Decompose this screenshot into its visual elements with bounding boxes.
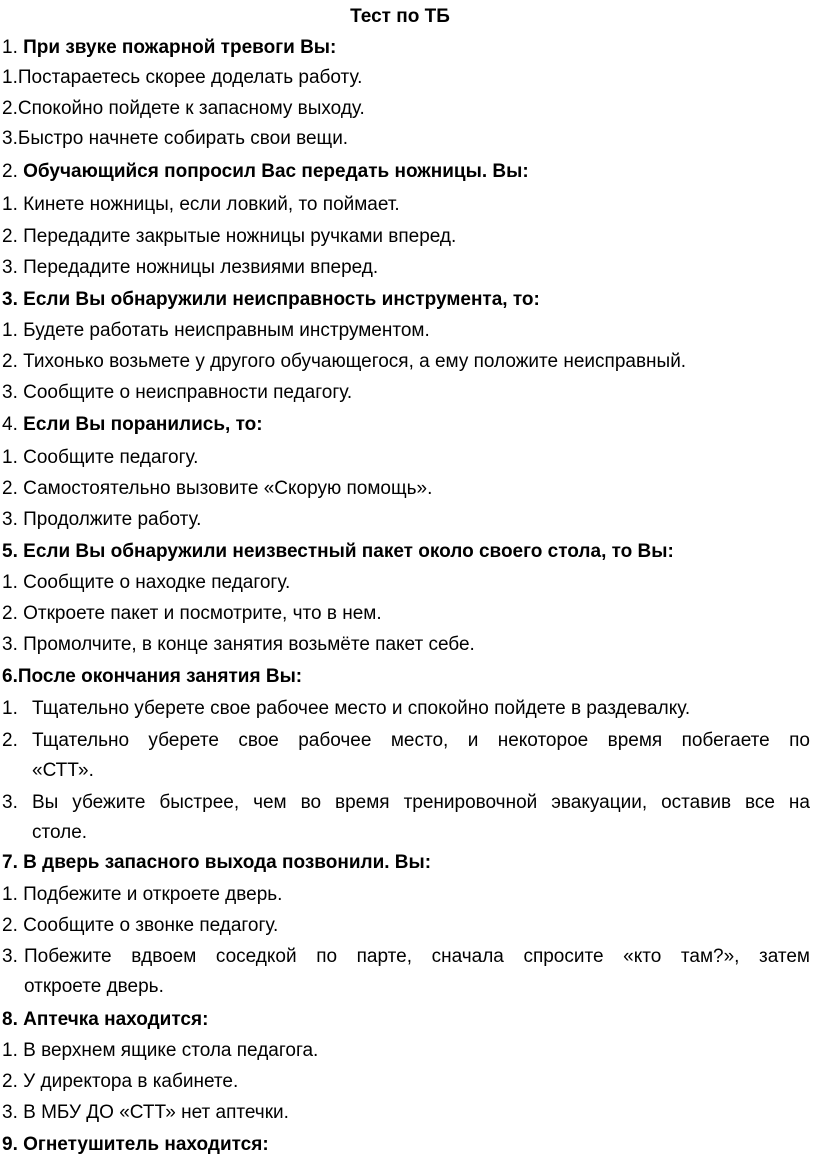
question-number: 8. bbox=[2, 1009, 18, 1030]
question-6 bbox=[2, 662, 812, 692]
question-number: 5. bbox=[2, 541, 18, 562]
question-text: Если Вы обнаружили неисправность инструмента, то: bbox=[23, 289, 540, 310]
question-text: Если Вы обнаружили неизвестный пакет около своего стола, то Вы: bbox=[23, 541, 674, 562]
answer-option: 2. Сообщите о звонке педагогу. bbox=[2, 915, 279, 936]
question-text: Огнетушитель находится: bbox=[23, 1134, 269, 1155]
question-1 bbox=[2, 33, 812, 63]
question-number: 2. bbox=[2, 161, 18, 182]
answer-option: 1. Сообщите педагогу. bbox=[2, 447, 199, 468]
question-7 bbox=[2, 848, 812, 878]
question-5 bbox=[2, 537, 812, 567]
answer-option: 3. Сообщите о неисправности педагогу. bbox=[2, 382, 353, 403]
answer-option: 3. В МБУ ДО «СТТ» нет аптечки. bbox=[2, 1102, 289, 1123]
question-number: 4. bbox=[2, 414, 18, 435]
question-text: Обучающийся попросил Вас передать ножницы. Вы: bbox=[23, 161, 529, 182]
question-9 bbox=[2, 1130, 812, 1160]
answer-option: 3. Промолчите, в конце занятия возьмёте пакет себе. bbox=[2, 634, 475, 655]
answer-option: 3. Вы убежите быстрее, чем во время тренировочной эвакуации, оставив все на столе. bbox=[2, 792, 810, 843]
answer-option: 3. Передадите ножницы лезвиями вперед. bbox=[2, 257, 379, 278]
answer-option: 2. У директора в кабинете. bbox=[2, 1071, 239, 1092]
answer-option: 2. Передадите закрытые ножницы ручками вперед. bbox=[2, 226, 457, 247]
answer-option: 1. Кинете ножницы, если ловкий, то поймает. bbox=[2, 194, 400, 215]
question-4 bbox=[2, 410, 812, 440]
answer-option: 1.Постараетесь скорее доделать работу. bbox=[2, 67, 363, 88]
question-3 bbox=[2, 285, 812, 315]
question-2 bbox=[2, 157, 812, 187]
answer-option: 2. Откроете пакет и посмотрите, что в нем. bbox=[2, 603, 382, 624]
question-number: 3. bbox=[2, 289, 18, 310]
question-text: В дверь запасного выхода позвонили. Вы: bbox=[23, 852, 432, 873]
question-number: 7. bbox=[2, 852, 18, 873]
answer-option: 2. Самостоятельно вызовите «Скорую помощь». bbox=[2, 478, 433, 499]
answer-option: 1. Подбежите и откроете дверь. bbox=[2, 884, 283, 905]
document-title: Тест по ТБ bbox=[350, 6, 450, 27]
answer-option: 3. Продолжите работу. bbox=[2, 509, 202, 530]
answer-option: 2. Тихонько возьмете у другого обучающегося, а ему положите неисправный. bbox=[2, 351, 687, 372]
answer-option: 2.Спокойно пойдете к запасному выходу. bbox=[2, 98, 365, 119]
question-text: При звуке пожарной тревоги Вы: bbox=[23, 37, 337, 58]
question-number: 9. bbox=[2, 1134, 18, 1155]
question-number: 1. bbox=[2, 37, 18, 58]
answer-option: 1. Тщательно уберете свое рабочее место и спокойно пойдете в раздевалку. bbox=[2, 698, 691, 719]
question-8 bbox=[2, 1005, 812, 1035]
question-text: Если Вы поранились, то: bbox=[23, 414, 263, 435]
answer-option: 2. Тщательно уберете свое рабочее место, и некоторое время побегаете по «СТТ». bbox=[2, 730, 810, 781]
answer-option: 1. В верхнем ящике стола педагога. bbox=[2, 1040, 319, 1061]
question-text: Аптечка находится: bbox=[23, 1009, 209, 1030]
answer-option: 1. Будете работать неисправным инструментом. bbox=[2, 320, 430, 341]
question-text: После окончания занятия Вы: bbox=[17, 666, 303, 687]
question-number: 6. bbox=[2, 666, 18, 687]
answer-option: 3.Быстро начнете собирать свои вещи. bbox=[2, 128, 349, 149]
answer-option: 1. Сообщите о находке педагогу. bbox=[2, 572, 291, 593]
answer-option: 3. Побежите вдвоем соседкой по парте, сначала спросите «кто там?», затем откроете дверь. bbox=[2, 946, 810, 997]
